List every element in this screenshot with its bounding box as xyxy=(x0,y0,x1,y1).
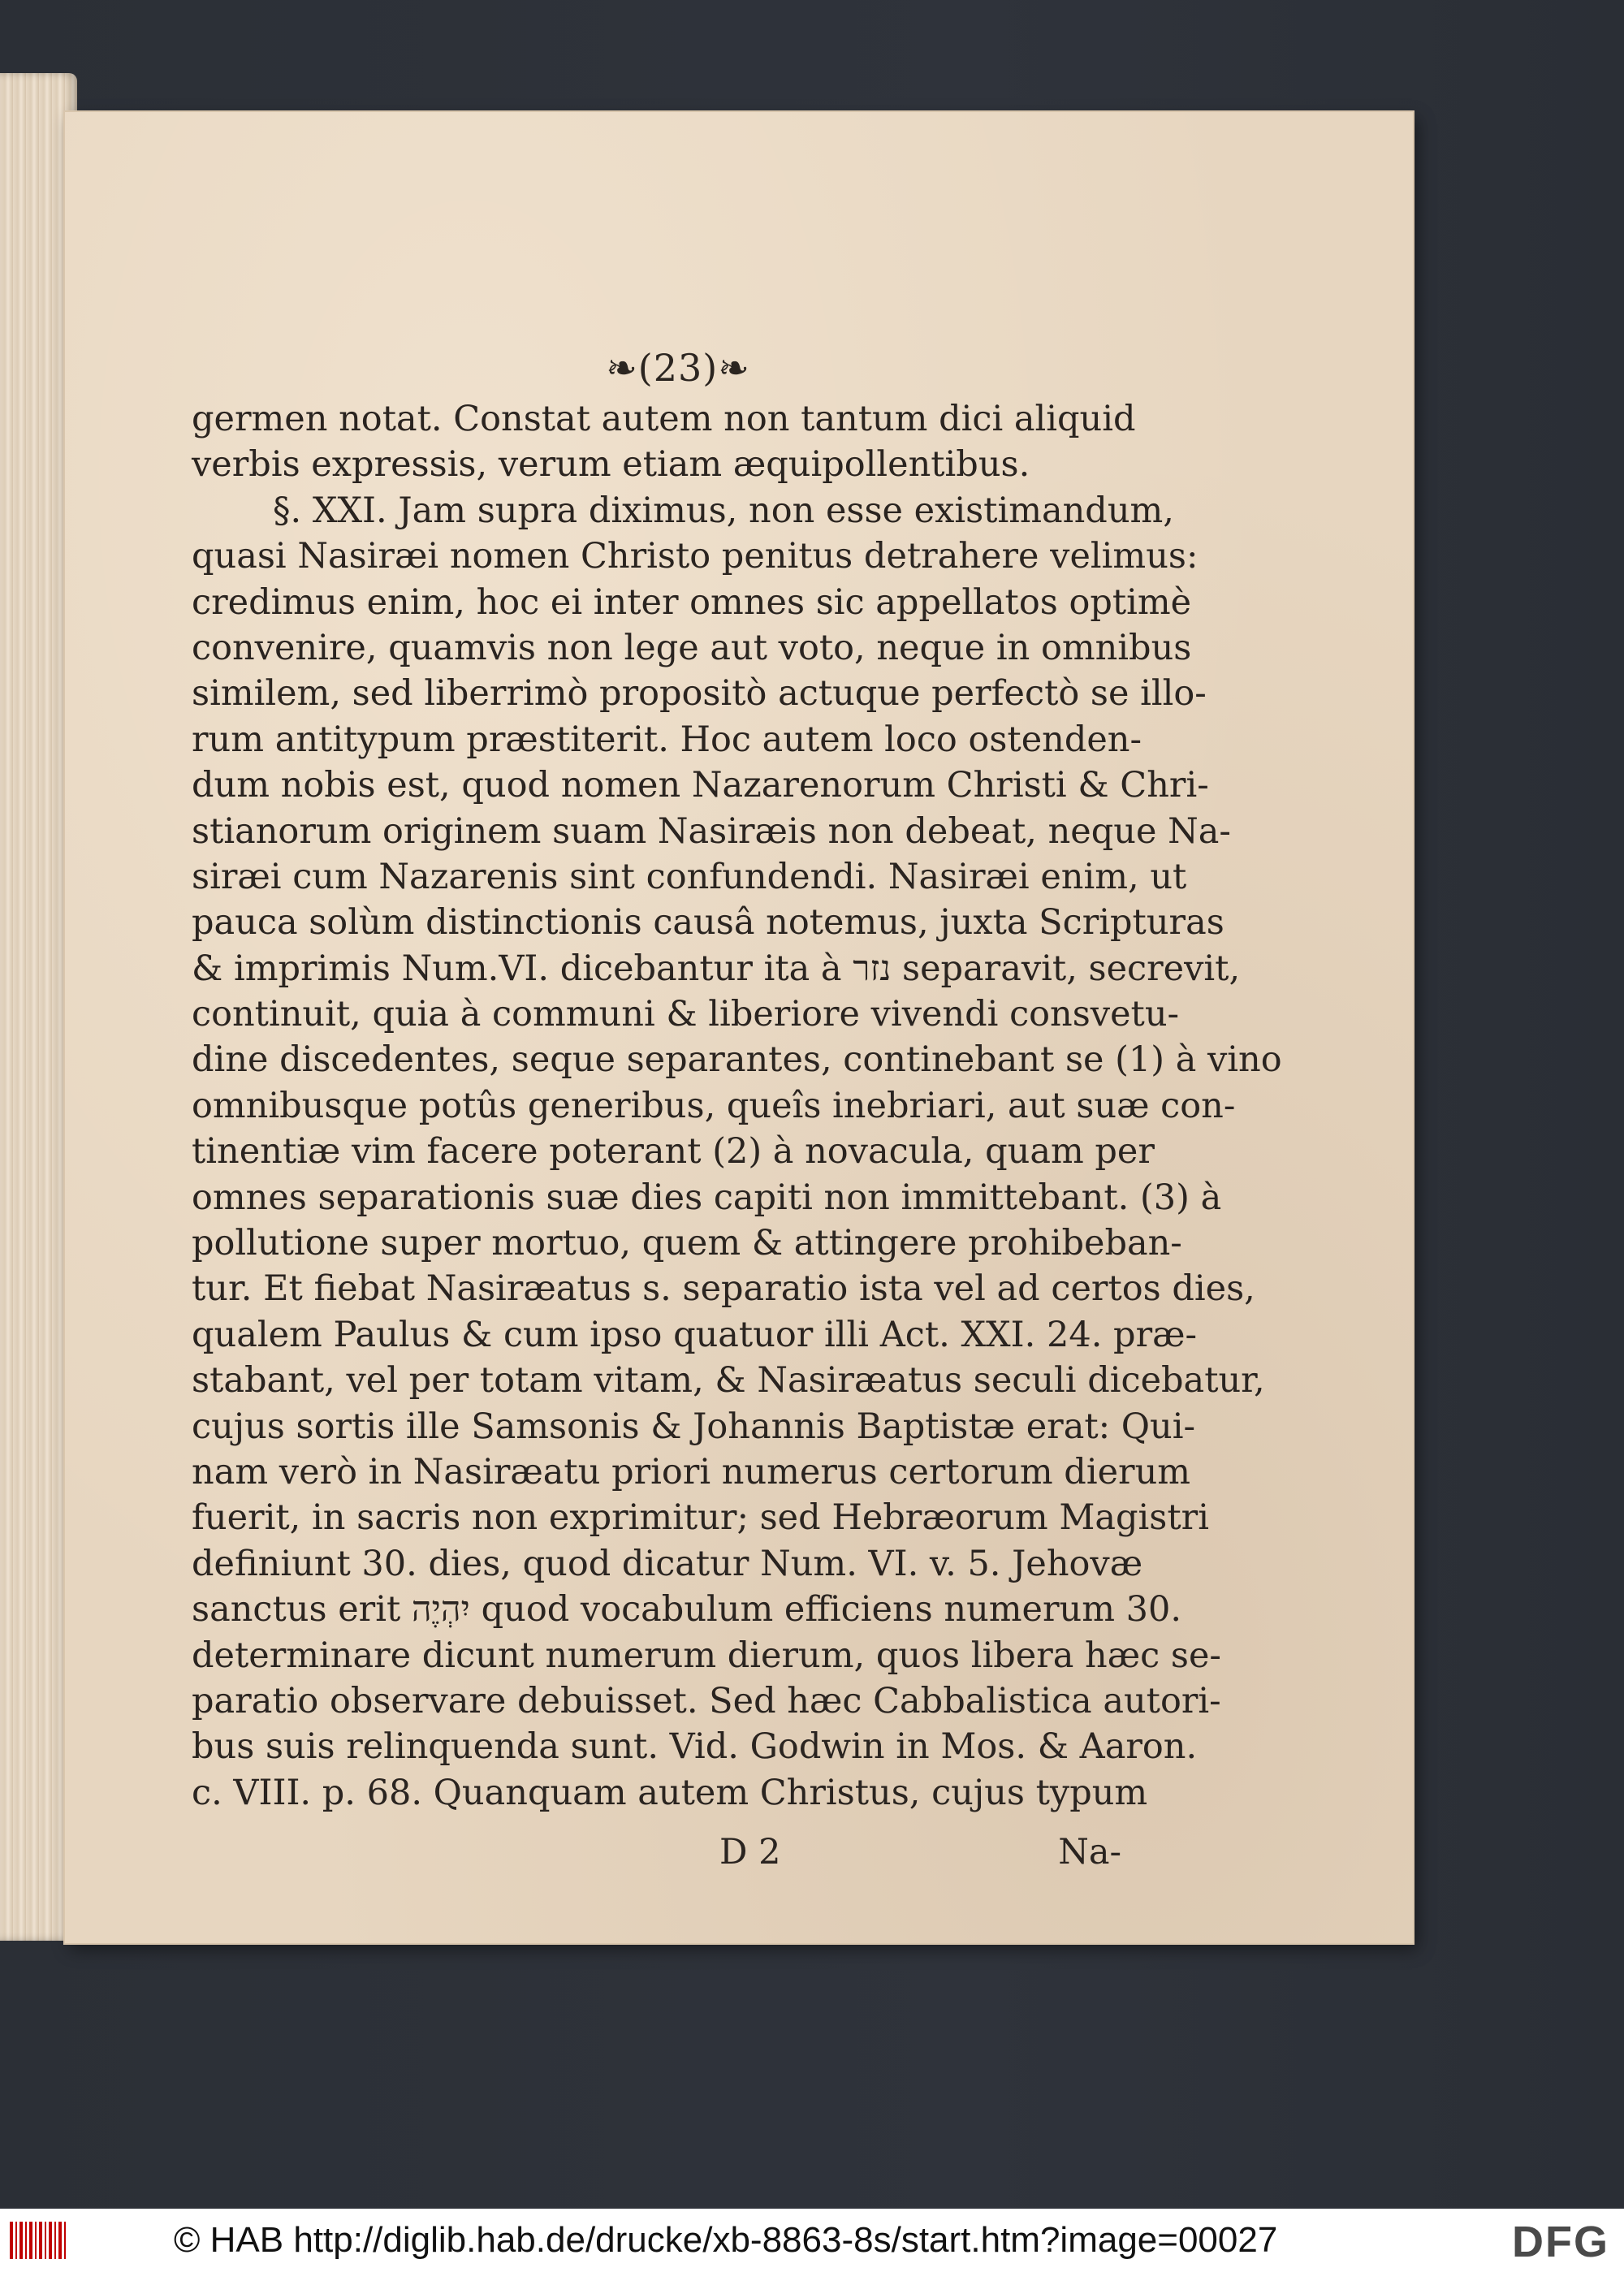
text-line: tinentiæ vim facere poterant (2) à novacula, quam per xyxy=(192,1131,1155,1173)
signature-mark: D 2 xyxy=(719,1832,781,1872)
text-line: continuit, quia à communi & liberiore vivendi consvetu- xyxy=(192,994,1180,1035)
text-line: paratio observare debuisset. Sed hæc Cabbalistica autori- xyxy=(192,1680,1221,1721)
text-line: tur. Et fiebat Nasiræatus s. separatio ista vel ad certos dies, xyxy=(192,1268,1255,1310)
text-line: verbis expressis, verum etiam æquipollentibus. xyxy=(192,444,1030,486)
text-line: bus suis relinquenda sunt. Vid. Godwin in Mos. & Aaron. xyxy=(192,1726,1198,1768)
text-line: omnes separationis suæ dies capiti non immittebant. (3) à xyxy=(192,1177,1222,1218)
text-line: credimus enim, hoc ei inter omnes sic appellatos optimè xyxy=(192,581,1192,623)
dfg-logo: DFG xyxy=(1512,2218,1609,2266)
text-line: convenire, quamvis non lege aut voto, neque in omnibus xyxy=(192,627,1192,668)
text-line: qualem Paulus & cum ipso quatuor illi Act. XXI. 24. præ- xyxy=(192,1314,1198,1355)
text-line: cujus sortis ille Samsonis & Johannis Baptistæ erat: Qui- xyxy=(192,1406,1195,1447)
text-line: dine discedentes, seque separantes, continebant se (1) à vino xyxy=(192,1039,1282,1081)
text-line: omnibusque potûs generibus, queîs inebriari, aut suæ con- xyxy=(192,1085,1236,1126)
text-line: pauca solùm distinctionis causâ notemus, juxta Scripturas xyxy=(192,902,1224,944)
text-line: nam verò in Nasiræatu priori numerus certorum dierum xyxy=(192,1451,1191,1492)
text-block xyxy=(192,396,1282,1816)
text-line: & imprimis Num.VI. dicebantur ita à נזר separavit, secrevit, xyxy=(192,948,1241,989)
text-line: stianorum originem suam Nasiræis non debeat, neque Na- xyxy=(192,810,1231,852)
text-line: §. XXI. Jam supra diximus, non esse existimandum, xyxy=(273,490,1174,531)
text-line: rum antitypum præstiterit. Hoc autem loco ostenden- xyxy=(192,719,1142,760)
text-line: similem, sed liberrimò propositò actuque perfectò se illo- xyxy=(192,673,1207,715)
text-line: pollutione super mortuo, quem & attingere prohibeban- xyxy=(192,1223,1182,1264)
page-header: ❧(23)❧ xyxy=(606,346,750,390)
text-line: sanctus erit יִהְיֶה quod vocabulum efficiens numerum 30. xyxy=(192,1589,1182,1631)
barcode-icon xyxy=(10,2222,68,2259)
text-line: dum nobis est, quod nomen Nazarenorum Christi & Chri- xyxy=(192,765,1209,806)
text-line: stabant, vel per totam vitam, & Nasiræatus seculi dicebatur, xyxy=(192,1360,1265,1402)
text-line: fuerit, in sacris non exprimitur; sed Hebræorum Magistri xyxy=(192,1497,1209,1539)
book-page xyxy=(65,112,1413,1943)
text-line: germen notat. Constat autem non tantum dici aliquid xyxy=(192,399,1136,439)
catchword: Na- xyxy=(1058,1832,1121,1872)
text-line: siræi cum Nazarenis sint confundendi. Nasiræi enim, ut xyxy=(192,856,1187,897)
text-line: c. VIII. p. 68. Quanquam autem Christus, cujus typum xyxy=(192,1772,1148,1813)
text-line: definiunt 30. dies, quod dicatur Num. VI. v. 5. Jehovæ xyxy=(192,1543,1143,1584)
copyright-link[interactable]: © HAB http://diglib.hab.de/drucke/xb-8863-8s/start.htm?image=00027 xyxy=(174,2220,1278,2260)
text-line: determinare dicunt numerum dierum, quos libera hæc se- xyxy=(192,1635,1221,1676)
viewer-footer xyxy=(0,2209,1624,2272)
page-footer-line xyxy=(192,1832,1121,1881)
text-line: quasi Nasiræi nomen Christo penitus detrahere velimus: xyxy=(192,536,1199,577)
